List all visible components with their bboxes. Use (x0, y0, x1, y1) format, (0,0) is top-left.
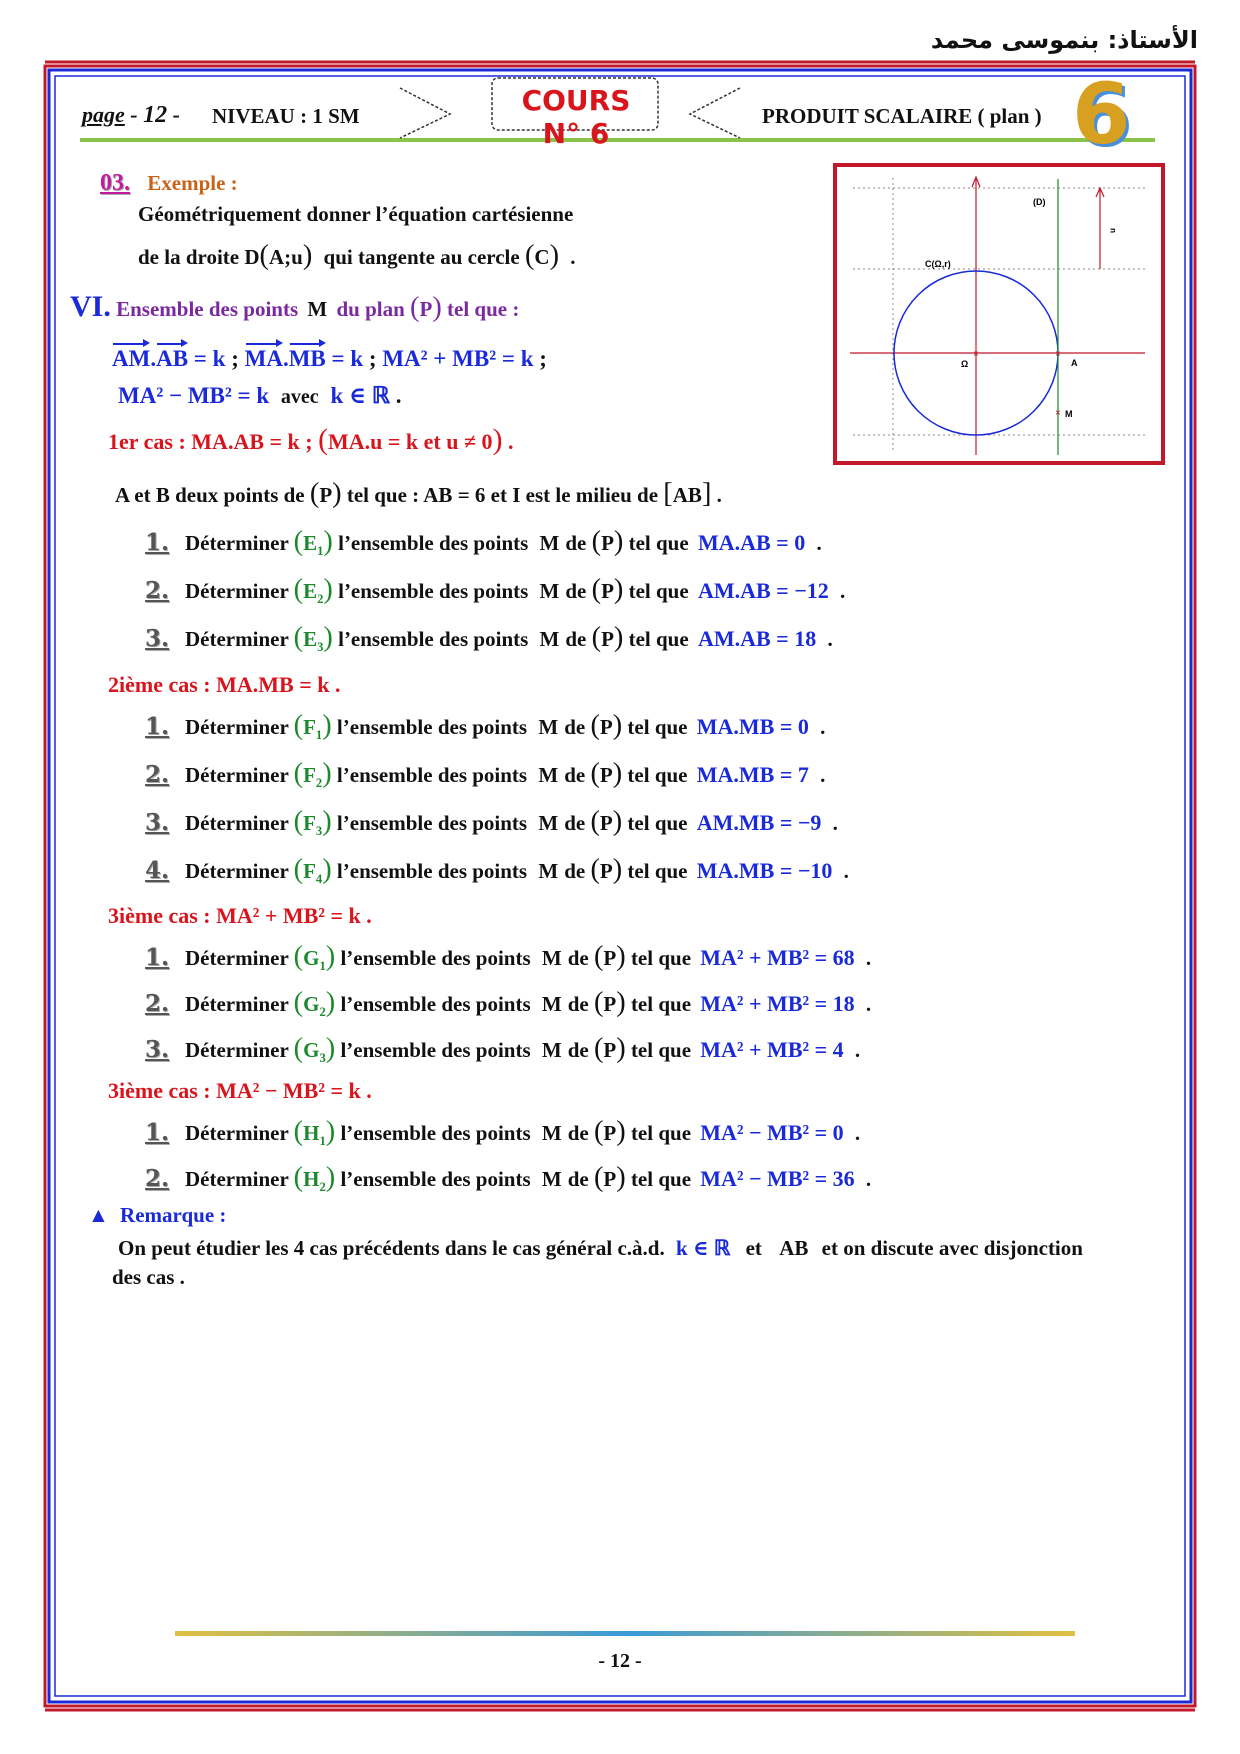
plane-P: P (601, 627, 614, 651)
sum-squares: MA² + MB² = k (382, 346, 534, 371)
determiner: Déterminer (185, 1167, 289, 1191)
case1-intro: A et B deux points de (P) tel que : AB = 6 et I est le milieu de [AB] . (115, 478, 722, 509)
item-end: . (843, 859, 849, 883)
condition: MA² + MB² = 68 (700, 945, 855, 970)
set-index: 2 (317, 592, 324, 607)
example-text-2: qui tangente au cercle (323, 245, 520, 269)
tel-que: tel que (627, 763, 688, 787)
remark-k: k ∈ ℝ (676, 1236, 731, 1260)
case3-heading (108, 903, 372, 929)
ensemble: l’ensemble des points (336, 811, 528, 835)
point-M: M (541, 1038, 562, 1062)
vec-AM: AM (112, 346, 151, 371)
item-number: 4. (145, 857, 170, 884)
example-line2: de la droite D(A;u) qui tangente au cercle (C) . (138, 240, 576, 271)
exercise-item: 1. Déterminer $(H_1)$ l’ensemble des points M de (P) tel que MA² − MB² = 0 . (145, 1116, 861, 1149)
item-end: . (827, 627, 833, 651)
plane-P: P (603, 1121, 617, 1145)
point-M: M (539, 627, 560, 651)
section-title-b: du plan (336, 297, 405, 321)
remark-et: et (745, 1236, 762, 1260)
tel-que: tel que (630, 946, 692, 970)
remark-heading (88, 1203, 226, 1228)
plane-P: P (599, 715, 613, 739)
determiner: Déterminer (185, 946, 289, 970)
case4-label: 3ième cas : (108, 1078, 211, 1103)
set-name: F (303, 811, 316, 835)
vec-MB: MB (288, 346, 326, 371)
circle-name: C (534, 245, 550, 269)
example-label: Exemple : (147, 171, 238, 195)
determiner: Déterminer (185, 992, 289, 1016)
de: de (567, 1038, 589, 1062)
de: de (567, 992, 589, 1016)
condition: MA² + MB² = 4 (700, 1037, 844, 1062)
set-index: 3 (315, 824, 323, 839)
item-end: . (820, 715, 826, 739)
exercise-item: 2. Déterminer $(G_2)$ l’ensemble des points M de (P) tel que MA² + MB² = 18 . (145, 987, 872, 1020)
set-name: H (303, 1167, 320, 1191)
case1-heading: 1er cas : MA.AB = k ; (MA.u = k et u ≠ 0) . (108, 424, 514, 456)
intro-seg: AB (672, 483, 702, 507)
determiner: Déterminer (185, 763, 289, 787)
section-M: M (307, 297, 328, 321)
condition: MA² + MB² = 18 (700, 991, 855, 1016)
de: de (564, 811, 586, 835)
label-D: (D) (1033, 197, 1046, 207)
item-end: . (832, 811, 838, 835)
item-end: . (854, 1121, 861, 1145)
ensemble: l’ensemble des points (336, 859, 528, 883)
item-number: 2. (145, 761, 170, 788)
de: de (565, 531, 587, 555)
determiner: Déterminer (185, 579, 289, 603)
point-M: M (539, 579, 560, 603)
point-M: M (541, 1121, 562, 1145)
ensemble: l’ensemble des points (340, 1167, 531, 1191)
plane-P: P (603, 1167, 617, 1191)
de: de (565, 627, 587, 651)
tel-que: tel que (630, 1167, 692, 1191)
item-number: 1. (145, 529, 170, 556)
set-name: H (303, 1121, 320, 1145)
point-M: M (538, 763, 559, 787)
label-C: C(Ω,r) (925, 259, 951, 269)
cours-title: COURS N° 6 (521, 84, 631, 150)
tel-que: tel que (630, 1038, 692, 1062)
page-number: 12 (143, 102, 168, 128)
case3-formula: MA² + MB² = k . (216, 903, 372, 928)
exercise-item: 4. Déterminer $(F_4)$ l’ensemble des points M de (P) tel que MA.MB = −10 . (145, 854, 849, 887)
condition: MA.MB = −10 (696, 858, 833, 883)
ensemble: l’ensemble des points (336, 763, 528, 787)
page-word: page (82, 102, 125, 127)
set-index: 4 (315, 872, 323, 887)
avec-word: avec (280, 386, 319, 408)
point-M: M (538, 715, 559, 739)
forms-line1: AM.AB = k ; MA.MB = k ; MA² + MB² = k ; (112, 346, 547, 371)
item-end: . (820, 763, 826, 787)
item-number: 3. (145, 809, 170, 836)
case3-label: 3ième cas : (108, 903, 211, 928)
condition: MA² − MB² = 36 (700, 1166, 855, 1191)
set-name: G (303, 1038, 320, 1062)
condition: MA.MB = 7 (696, 762, 809, 787)
set-name: E (303, 531, 318, 555)
item-end: . (865, 946, 872, 970)
determiner: Déterminer (185, 531, 289, 555)
ensemble: l’ensemble des points (340, 946, 531, 970)
item-end: . (839, 579, 846, 603)
tel-que: tel que (630, 1121, 692, 1145)
remark-line1 (118, 1235, 1083, 1261)
section-title-a: Ensemble des points (116, 297, 299, 321)
item-number: 1. (145, 1119, 170, 1146)
de: de (567, 1167, 589, 1191)
plane-P: P (603, 946, 617, 970)
plane-P: P (603, 992, 617, 1016)
page-label: page - 12 - (82, 102, 180, 128)
de: de (564, 715, 586, 739)
point-M: M (538, 859, 559, 883)
remark-text-a: On peut étudier les 4 cas précédents dans le cas général c.à.d. (118, 1236, 665, 1260)
section-P: P (419, 297, 433, 321)
plane-P: P (599, 811, 613, 835)
triangle-icon: ▲ (88, 1203, 109, 1227)
vec-MA: MA (244, 346, 283, 371)
logo-six: 6 (1072, 65, 1131, 163)
tel-que: tel que (627, 811, 688, 835)
item-end: . (865, 992, 872, 1016)
determiner: Déterminer (185, 859, 289, 883)
tel-que: tel que (628, 627, 689, 651)
set-name: E (303, 627, 318, 651)
tel-que: tel que (628, 531, 689, 555)
item-number: 2. (145, 577, 170, 604)
label-M: M (1065, 409, 1073, 419)
line-name: D (244, 245, 260, 269)
point-M: M (538, 811, 559, 835)
point-M: M (539, 531, 560, 555)
section-title-c: tel que : (447, 297, 520, 321)
condition: MA.AB = 0 (697, 530, 806, 555)
exercise-item: 2. Déterminer $(E_2)$ l’ensemble des points M de (P) tel que AM.AB = −12 . (145, 574, 846, 607)
section-heading: VI. Ensemble des points M du plan (P) tel que : (70, 290, 520, 323)
set-name: E (303, 579, 318, 603)
label-omega: Ω (961, 359, 969, 369)
set-index: 1 (317, 544, 324, 559)
case2-formula: MA.MB = k . (216, 672, 341, 697)
set-index: 1 (319, 959, 326, 974)
point-M: M (541, 1167, 562, 1191)
condition: AM.MB = −9 (696, 810, 822, 835)
remark-title: Remarque : (120, 1203, 227, 1227)
remark-text-b: et on discute avec disjonction (821, 1236, 1083, 1260)
de: de (565, 579, 587, 603)
set-index: 2 (319, 1005, 326, 1020)
case4-formula: MA² − MB² = k . (216, 1078, 372, 1103)
exercise-item: 2. Déterminer $(H_2)$ l’ensemble des points M de (P) tel que MA² − MB² = 36 . (145, 1162, 872, 1195)
label-u: u (1108, 228, 1117, 233)
set-index: 3 (317, 640, 324, 655)
determiner: Déterminer (185, 627, 289, 651)
example-line1: Géométriquement donner l’équation cartésienne (138, 202, 574, 226)
point-M: M (541, 992, 562, 1016)
set-index: 1 (315, 728, 323, 743)
determiner: Déterminer (185, 715, 289, 739)
exercise-item: 1. Déterminer $(G_1)$ l’ensemble des points M de (P) tel que MA² + MB² = 68 . (145, 941, 872, 974)
ensemble: l’ensemble des points (338, 579, 529, 603)
exercise-item: 3. Déterminer $(G_3)$ l’ensemble des points M de (P) tel que MA² + MB² = 4 . (145, 1033, 861, 1066)
plane-P: P (601, 579, 614, 603)
case1-formula: MA.AB = k ; (191, 429, 313, 454)
set-index: 3 (319, 1051, 326, 1066)
item-number: 2. (145, 990, 170, 1017)
ensemble: l’ensemble des points (338, 627, 529, 651)
plane-P: P (601, 531, 614, 555)
item-number: 3. (145, 1036, 170, 1063)
intro-b: tel que : AB = 6 et I est le milieu de (346, 483, 659, 507)
set-name: F (303, 859, 316, 883)
example-heading (100, 170, 238, 197)
set-name: G (303, 992, 320, 1016)
set-name: F (303, 763, 316, 787)
ensemble: l’ensemble des points (340, 1038, 531, 1062)
de: de (564, 859, 586, 883)
item-end: . (816, 531, 822, 555)
condition: AM.AB = −12 (697, 578, 829, 603)
k-in-R: k ∈ ℝ (330, 383, 390, 408)
eq-k: = k (193, 346, 226, 371)
determiner: Déterminer (185, 1121, 289, 1145)
tel-que: tel que (628, 579, 689, 603)
line-params: A;u (268, 245, 303, 269)
item-number: 2. (145, 1165, 170, 1192)
example-number: 03. (100, 170, 130, 196)
tel-que: tel que (630, 992, 692, 1016)
determiner: Déterminer (185, 811, 289, 835)
plane-P: P (603, 1038, 617, 1062)
condition: AM.AB = 18 (697, 626, 817, 651)
de: de (564, 763, 586, 787)
diff-squares: MA² − MB² = k (118, 383, 270, 408)
case2-heading (108, 672, 341, 698)
plane-P: P (599, 859, 613, 883)
set-name: F (303, 715, 316, 739)
item-number: 3. (145, 625, 170, 652)
a-mark: × (1055, 349, 1061, 360)
item-number: 1. (145, 944, 170, 971)
exercise-item: 2. Déterminer $(F_2)$ l’ensemble des points M de (P) tel que MA.MB = 7 . (145, 758, 826, 791)
ensemble: l’ensemble des points (338, 531, 529, 555)
set-name: G (303, 946, 320, 970)
case1-label: 1er cas : (108, 429, 186, 454)
exercise-item: 1. Déterminer $(F_1)$ l’ensemble des points M de (P) tel que MA.MB = 0 . (145, 710, 826, 743)
item-end: . (854, 1038, 861, 1062)
omega-mark: × (973, 349, 979, 360)
eq-k-2: = k (331, 346, 364, 371)
period: . (570, 245, 576, 269)
condition: MA² − MB² = 0 (700, 1120, 844, 1145)
m-mark: × (1055, 408, 1061, 419)
label-A: A (1071, 358, 1078, 368)
item-number: 1. (145, 713, 170, 740)
case2-label: 2ième cas : (108, 672, 211, 697)
case1-alt: MA.u = k et u ≠ 0 (328, 429, 493, 454)
section-roman: VI. (70, 290, 111, 323)
point-M: M (541, 946, 562, 970)
ensemble: l’ensemble des points (336, 715, 528, 739)
set-index: 2 (319, 1180, 326, 1195)
plane-P: P (599, 763, 613, 787)
chapter-title: PRODUIT SCALAIRE ( plan ) (762, 104, 1042, 128)
de: de (567, 1121, 589, 1145)
forms-line2: MA² − MB² = k avec k ∈ ℝ . (118, 383, 402, 408)
remark-line2: des cas . (112, 1265, 185, 1289)
set-index: 2 (315, 776, 323, 791)
tel-que: tel que (627, 859, 688, 883)
de: de (567, 946, 589, 970)
item-end: . (865, 1167, 872, 1191)
exercise-item: 3. Déterminer $(F_3)$ l’ensemble des points M de (P) tel que AM.MB = −9 . (145, 806, 838, 839)
example-text: de la droite (138, 245, 240, 269)
remark-ab: AB (779, 1236, 809, 1260)
set-index: 1 (319, 1134, 326, 1149)
case4-heading (108, 1078, 372, 1104)
intro-P: P (319, 483, 333, 507)
condition: MA.MB = 0 (696, 714, 809, 739)
footer-page-number: - 12 - (598, 1650, 642, 1672)
geometry-figure (833, 163, 1165, 465)
determiner: Déterminer (185, 1038, 289, 1062)
author: الأستاذ: بنموسى محمد (930, 26, 1198, 54)
exercise-item: 3. Déterminer $(E_3)$ l’ensemble des points M de (P) tel que AM.AB = 18 . (145, 622, 833, 655)
ensemble: l’ensemble des points (340, 1121, 531, 1145)
ensemble: l’ensemble des points (340, 992, 531, 1016)
niveau: NIVEAU : 1 SM (212, 104, 360, 128)
intro-a: A et B deux points de (115, 483, 305, 507)
exercise-item: 1. Déterminer $(E_1)$ l’ensemble des points M de (P) tel que MA.AB = 0 . (145, 526, 822, 559)
tel-que: tel que (627, 715, 688, 739)
vec-AB: AB (156, 346, 189, 371)
